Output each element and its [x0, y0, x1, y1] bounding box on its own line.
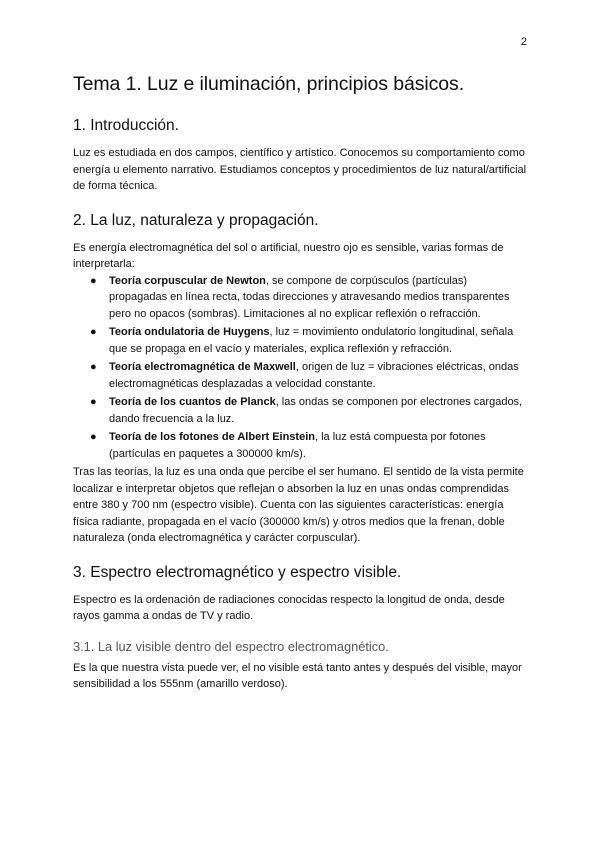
list-item [73, 429, 527, 462]
document-body [73, 70, 527, 693]
paragraph: Luz es estudiada en dos campos, científico y artístico. Conocemos su comportamiento como energía u elemento narrativo. Estudiamos conceptos y procedimientos de luz natural/artificial de forma técnica. [73, 147, 527, 192]
page-number: 2 [520, 36, 527, 48]
bullet-icon: ● [90, 274, 97, 287]
document-title: Tema 1. Luz e iluminación, principios básicos. [73, 73, 465, 95]
paragraph: Es la que nuestra vista puede ver, el no visible está tanto antes y después del visible, mayor sensibilidad a los 555nm (amarillo verdoso). [73, 661, 522, 690]
subsection-heading: 3.1. La luz visible dentro del espectro electromagnético. [73, 638, 389, 654]
theory-name: Teoría corpuscular de Newton [109, 274, 266, 287]
bullet-icon: ● [90, 431, 97, 443]
theories-list [73, 273, 527, 463]
subsection-visible-light [73, 638, 527, 693]
list-item [73, 273, 527, 323]
bullet-icon: ● [90, 396, 97, 408]
paragraph: Es energía electromagnética del sol o artificial, nuestro ojo es sensible, varias formas de interpretarla: [73, 241, 504, 270]
theory-text: , las ondas se componen por electrones cargados, dando frecuencia a la luz. [109, 396, 523, 425]
list-item [73, 324, 527, 357]
bullet-icon: ● [90, 326, 97, 338]
section-spectrum [73, 562, 527, 625]
list-item [73, 359, 527, 392]
theory-name: Teoría de los cuantos de Planck [109, 396, 276, 408]
section-heading: 1. Introducción. [73, 117, 179, 134]
paragraph: Espectro es la ordenación de radiaciones conocidas respecto la longitud de onda, desde rayos gamma a ondas de TV y radio. [73, 593, 505, 622]
theory-text: , origen de luz = vibraciones eléctricas, ondas electromagnéticas desplazadas a velocidad constante. [109, 361, 519, 390]
theory-name: Teoría ondulatoria de Huygens [109, 326, 270, 338]
theory-name: Teoría electromagnética de Maxwell [109, 361, 296, 373]
list-item [73, 394, 527, 427]
theory-text: , la luz está compuesta por fotones (partículas en paquetes a 300000 km/s). [109, 431, 486, 460]
bullet-icon: ● [90, 361, 97, 373]
paragraph: Tras las teorías, la luz es una onda que percibe el ser humano. El sentido de la vista permite localizar e interpretar objetos que reflejan o absorben la luz en unas ondas comprendidas entre 380 y 700 nm (espectro visible). Cuenta con las siguientes características: energía física radiante, propagada en el vacío (300000 km/s) y otros medios que la frenan, doble naturaleza (onda electromagnética y carácter corpuscular). [73, 466, 524, 544]
theory-text: , se compone de corpúsculos (partículas) propagadas en línea recta, todas direcciones y atravesando medios transparentes pero no opacos (sombras). Limitaciones al no explicar reflexión o refracción. [109, 274, 510, 320]
section-introduction [73, 115, 527, 195]
section-heading: 3. Espectro electromagnético y espectro visible. [73, 563, 402, 581]
theory-text: , luz = movimiento ondulatorio longitudinal, señala que se propaga en el vacío y materiales, explica reflexión y refracción. [109, 326, 514, 355]
section-light-nature [73, 210, 527, 547]
theory-name: Teoría de los fotones de Albert Einstein [109, 431, 315, 443]
section-heading: 2. La luz, naturaleza y propagación. [73, 211, 319, 229]
